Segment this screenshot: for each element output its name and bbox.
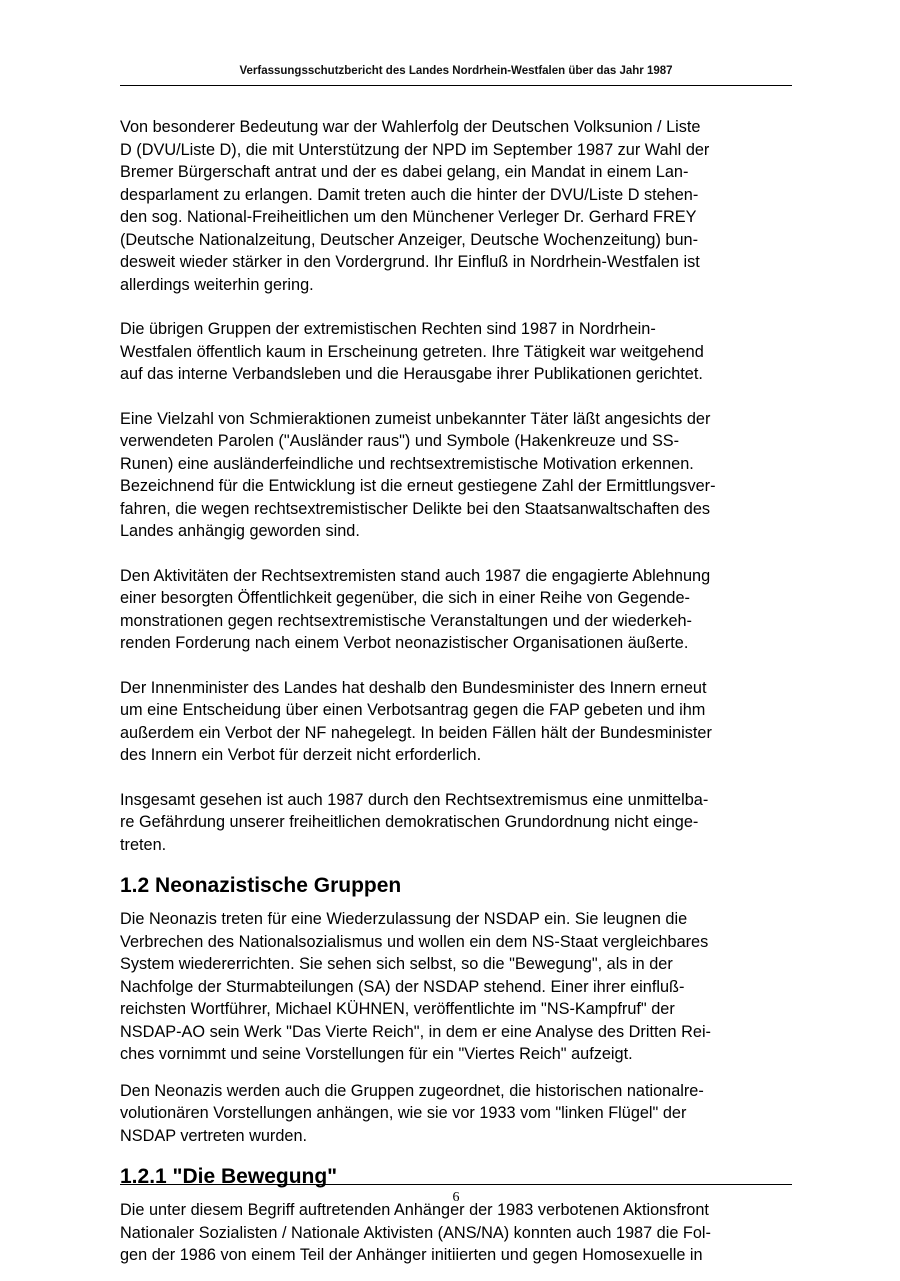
- text-line: ches vornimmt und seine Vorstellungen für ein "Viertes Reich" aufzeigt.: [120, 1045, 633, 1063]
- text-line: treten.: [120, 835, 167, 854]
- text-line: Verbrechen des Nationalsozialismus und wollen ein dem NS-Staat vergleichbares: [120, 932, 709, 951]
- text-line: Die unter diesem Begriff auftretenden Anhänger der 1983 verbotenen Aktionsfront: [120, 1201, 709, 1219]
- paragraph-schmieraktionen: [120, 408, 792, 543]
- text-line: desweit wieder stärker in den Vordergrund. Ihr Einfluß in Nordrhein-Westfalen ist: [120, 253, 700, 271]
- section-heading-1-2-1: 1.2.1 "Die Bewegung": [120, 1165, 338, 1188]
- section-heading-1-2: 1.2 Neonazistische Gruppen: [120, 874, 402, 897]
- text-line: NSDAP vertreten wurden.: [120, 1126, 308, 1145]
- text-line: den sog. National-Freiheitlichen um den Münchener Verleger Dr. Gerhard FREY: [120, 208, 697, 226]
- header-rule: [120, 85, 792, 86]
- page-content: [120, 116, 792, 1281]
- text-line: Insgesamt gesehen ist auch 1987 durch den Rechtsextremismus eine unmittelba-: [120, 790, 709, 809]
- text-line: re Gefährdung unserer freiheitlichen demokratischen Grundordnung nicht einge-: [120, 813, 699, 831]
- text-line: Bremer Bürgerschaft antrat und der es dabei gelang, ein Mandat in einem Lan-: [120, 163, 689, 181]
- text-line: D (DVU/Liste D), die mit Unterstützung der NPD im September 1987 zur Wahl der: [120, 140, 710, 159]
- text-line: System wiedererrichten. Sie sehen sich selbst, so die "Bewegung", als in der: [120, 955, 673, 973]
- text-line: um eine Entscheidung über einen Verbotsantrag gegen die FAP gebeten und ihm: [120, 701, 706, 719]
- text-line: NSDAP-AO sein Werk "Das Vierte Reich", in dem er eine Analyse des Dritten Rei-: [120, 1022, 711, 1041]
- paragraph-neonazis-nsdap: [120, 908, 792, 1066]
- text-line: Den Aktivitäten der Rechtsextremisten stand auch 1987 die engagierte Ablehnung: [120, 566, 711, 585]
- text-line: Den Neonazis werden auch die Gruppen zugeordnet, die historischen nationalre-: [120, 1081, 704, 1100]
- text-line: Westfalen öffentlich kaum in Erscheinung getreten. Ihre Tätigkeit war weitgehend: [120, 342, 704, 361]
- text-line: Die Neonazis treten für eine Wiederzulassung der NSDAP ein. Sie leugnen die: [120, 910, 688, 928]
- text-line: volutionären Vorstellungen anhängen, wie sie vor 1933 vom "linken Flügel" der: [120, 1104, 687, 1122]
- text-line: reichsten Wortführer, Michael KÜHNEN, veröffentlichte im "NS-Kampfruf" der: [120, 1000, 675, 1018]
- text-line: gen der 1986 von einem Teil der Anhänger initiierten und gegen Homosexuelle in: [120, 1246, 703, 1264]
- text-line: einer besorgten Öffentlichkeit gegenüber, die sich in einer Reihe von Gegende-: [120, 589, 690, 607]
- running-header: Verfassungsschutzbericht des Landes Nordrhein-Westfalen über das Jahr 1987: [239, 65, 673, 77]
- paragraph-die-bewegung: [120, 1199, 792, 1267]
- text-line: fahren, die wegen rechtsextremistischer Delikte bei den Staatsanwaltschaften des: [120, 499, 711, 518]
- text-line: Nationaler Sozialisten / Nationale Aktivisten (ANS/NA) konnten auch 1987 die Fol-: [120, 1223, 711, 1242]
- text-line: desparlament zu erlangen. Damit treten auch die hinter der DVU/Liste D stehen-: [120, 185, 699, 204]
- paragraph-nationalrevolutionaer: [120, 1080, 792, 1148]
- page-number: 6: [452, 1190, 460, 1205]
- paragraph-dvu-wahlerfolg: [120, 116, 792, 296]
- text-line: Der Innenminister des Landes hat deshalb den Bundesminister des Innern erneut: [120, 678, 707, 697]
- text-line: allerdings weiterhin gering.: [120, 275, 314, 294]
- text-line: Von besonderer Bedeutung war der Wahlerfolg der Deutschen Volksunion / Liste: [120, 118, 701, 136]
- paragraph-uebrige-gruppen: [120, 318, 792, 386]
- text-line: Bezeichnend für die Entwicklung ist die erneut gestiegene Zahl der Ermittlungsver-: [120, 477, 716, 495]
- text-line: Runen) eine ausländerfeindliche und rechtsextremistische Motivation erkennen.: [120, 454, 694, 473]
- text-line: Nachfolge der Sturmabteilungen (SA) der NSDAP stehend. Einer ihrer einfluß-: [120, 977, 685, 996]
- paragraph-ablehnung: [120, 565, 792, 655]
- text-line: Die übrigen Gruppen der extremistischen Rechten sind 1987 in Nordrhein-: [120, 320, 656, 338]
- text-line: monstrationen gegen rechtsextremistische Veranstaltungen und der wiederkeh-: [120, 611, 692, 630]
- text-line: Eine Vielzahl von Schmieraktionen zumeist unbekannter Täter läßt angesichts der: [120, 409, 711, 428]
- footer-rule: [120, 1184, 792, 1185]
- text-line: renden Forderung nach einem Verbot neonazistischer Organisationen äußerte.: [120, 634, 689, 652]
- text-line: des Innern ein Verbot für derzeit nicht erforderlich.: [120, 746, 482, 764]
- text-line: verwendeten Parolen ("Ausländer raus") und Symbole (Hakenkreuze und SS-: [120, 432, 680, 450]
- text-line: außerdem ein Verbot der NF nahegelegt. In beiden Fällen hält der Bundesminister: [120, 723, 712, 742]
- paragraph-innenminister: [120, 677, 792, 767]
- text-line: (Deutsche Nationalzeitung, Deutscher Anzeiger, Deutsche Wochenzeitung) bun-: [120, 230, 699, 249]
- text-line: Landes anhängig geworden sind.: [120, 522, 360, 540]
- text-line: auf das interne Verbandsleben und die Herausgabe ihrer Publikationen gerichtet.: [120, 365, 703, 383]
- paragraph-insgesamt: [120, 789, 792, 857]
